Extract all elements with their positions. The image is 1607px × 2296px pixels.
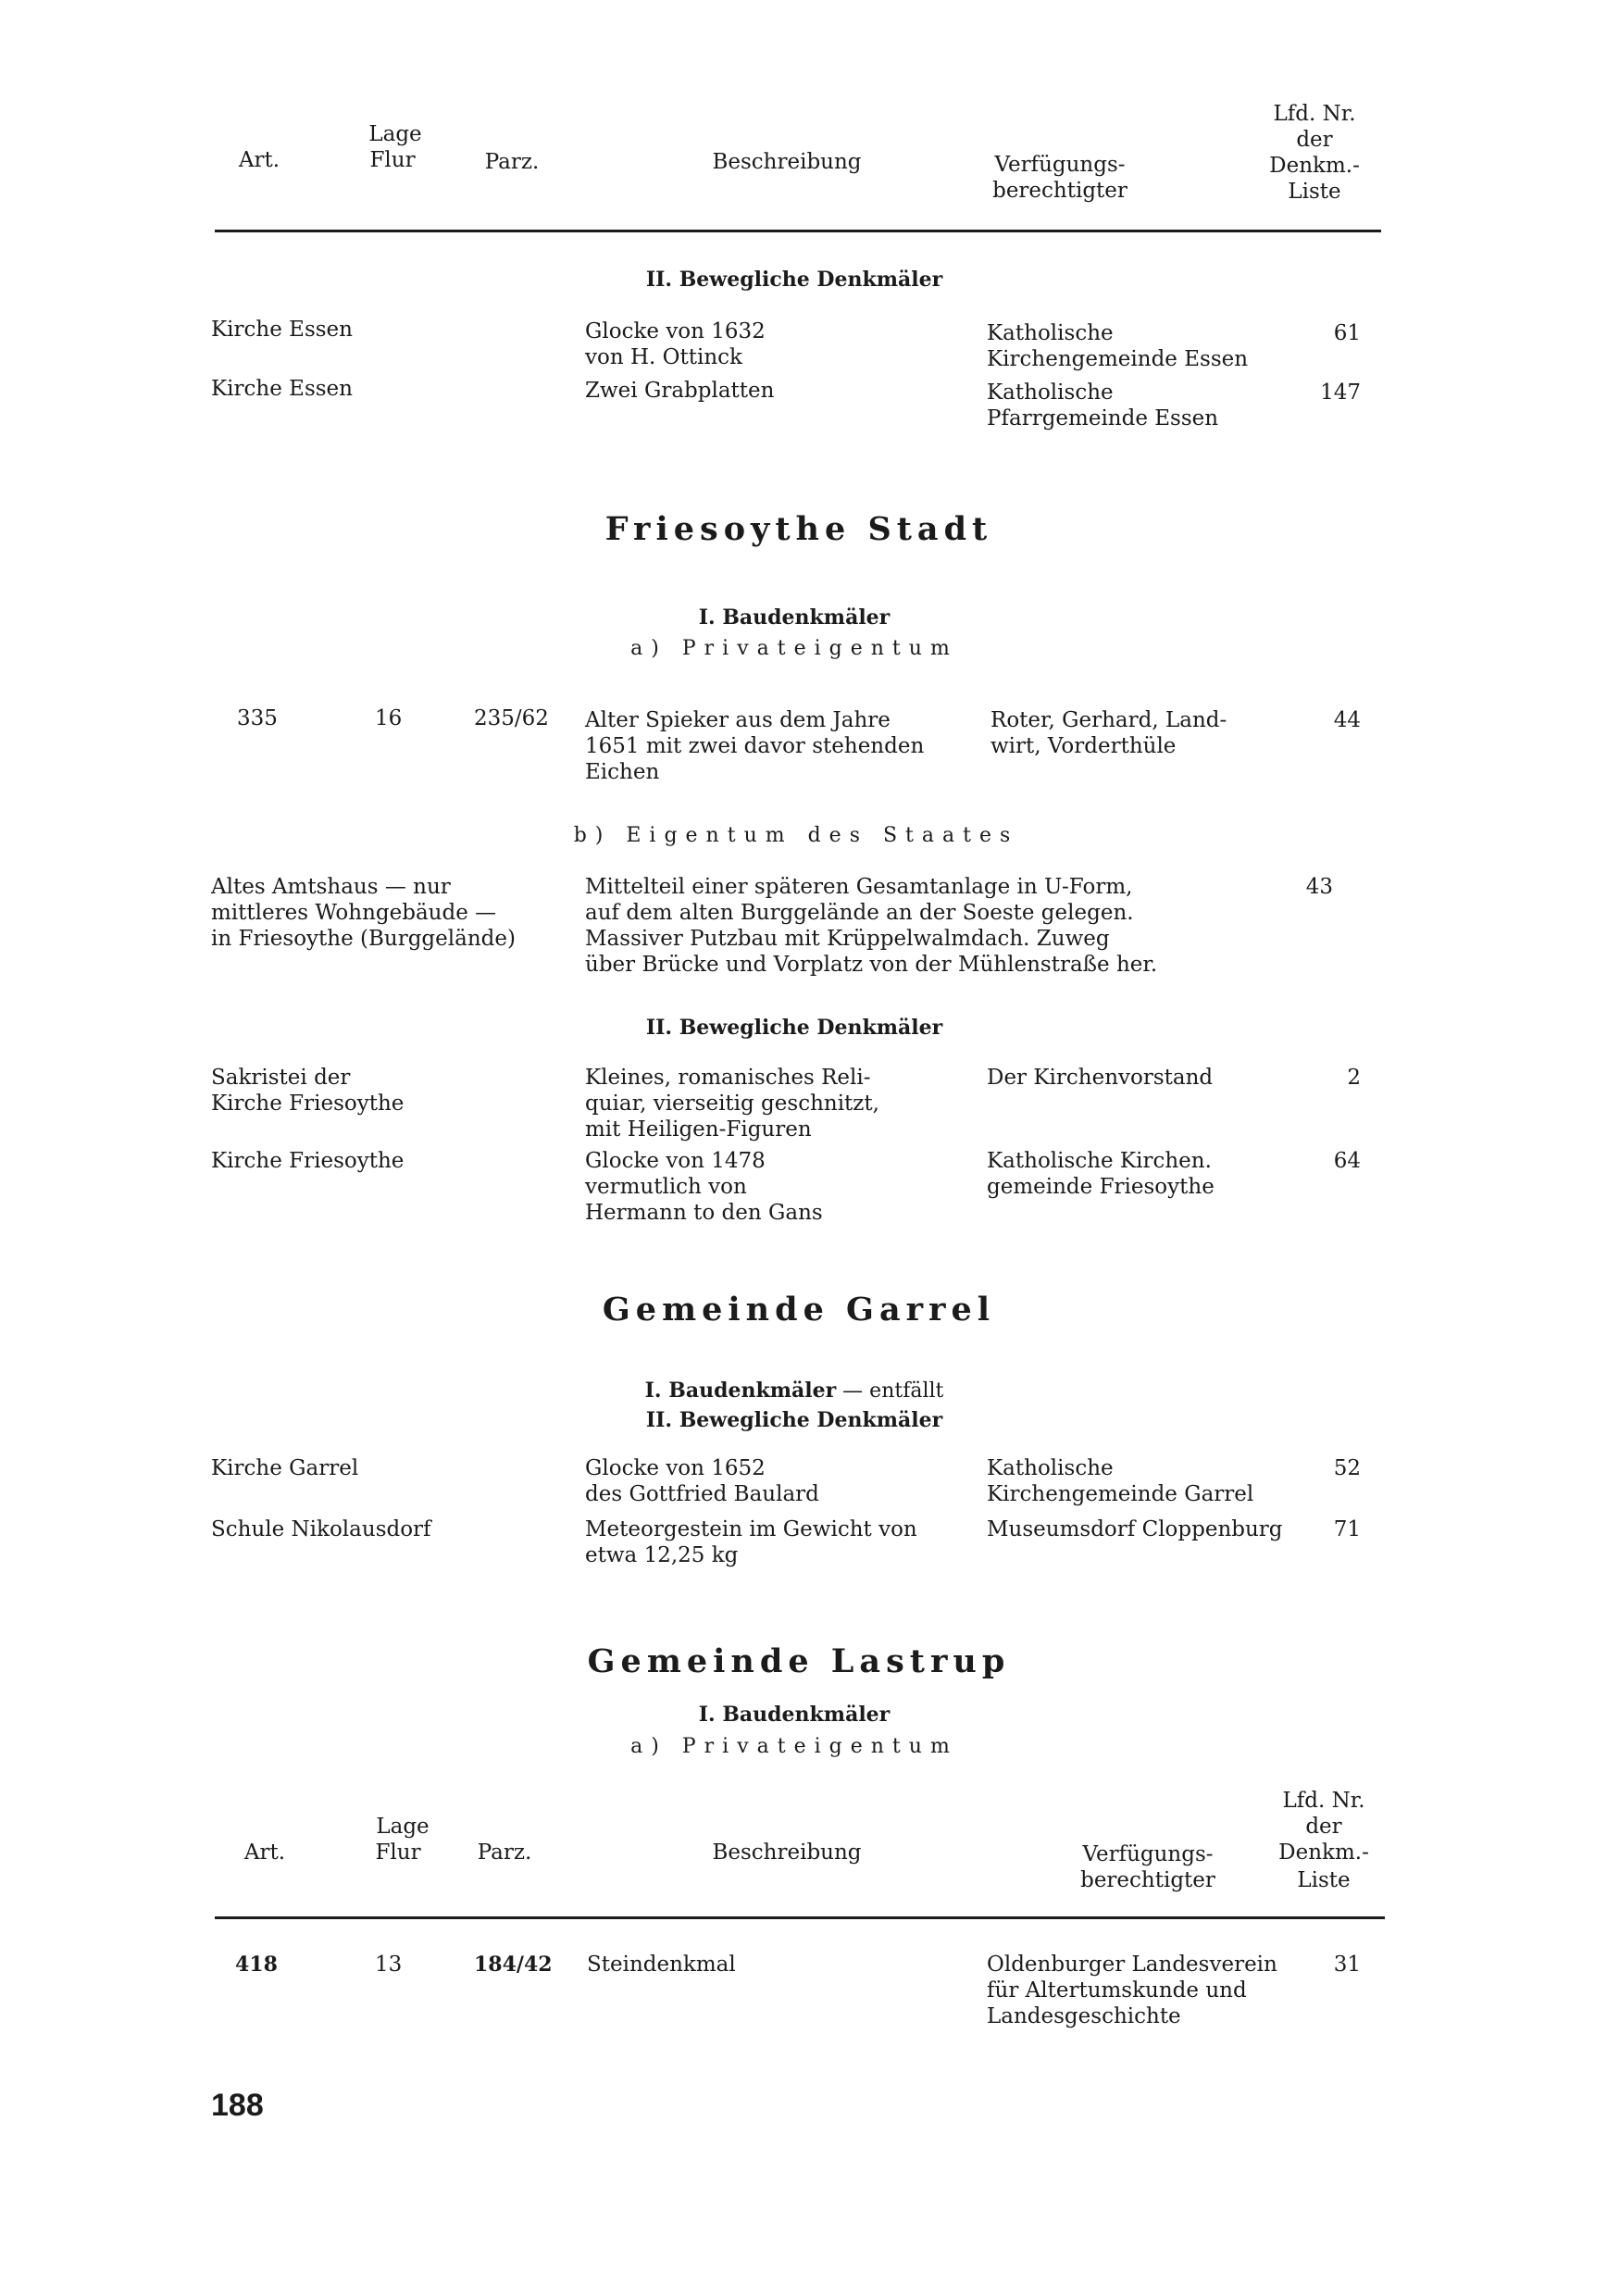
row-art-line: Kirche Friesoythe [211, 1149, 405, 1173]
row-berechtigter-line: Roter, Gerhard, Land- [990, 708, 1227, 732]
row-beschreibung-line: von H. Ottinck [585, 345, 742, 369]
row-berechtigter-line: Katholische [987, 321, 1114, 345]
row-nr: 43 [1305, 875, 1333, 899]
row-art-line: Kirche Friesoythe [211, 1092, 405, 1116]
row-nr: 147 [1320, 381, 1361, 405]
header-liste: Liste [1288, 180, 1341, 204]
row-parz: 184/42 [474, 1953, 553, 1977]
row-nr: 52 [1333, 1456, 1361, 1480]
row-beschreibung-line: Steindenkmal [587, 1953, 736, 1977]
row-beschreibung-line: über Brücke und Vorplatz von der Mühlenstraße her. [585, 953, 1158, 977]
row-beschreibung-line: mit Heiligen-Figuren [585, 1117, 812, 1142]
header-denkm: Denkm.- [1269, 154, 1360, 178]
row-art: Schule Nikolausdorf [211, 1517, 431, 1541]
row-nr: 71 [1333, 1517, 1361, 1541]
row-nr: 64 [1333, 1149, 1361, 1173]
row-berechtigter-line: Katholische [987, 1456, 1114, 1480]
row-beschreibung-line: Alter Spieker aus dem Jahre [585, 708, 891, 732]
row-nr: 61 [1333, 321, 1361, 345]
row-berechtigter-line: Katholische Kirchen. [987, 1149, 1212, 1173]
row-berechtigter-line: Pfarrgemeinde Essen [987, 406, 1219, 430]
row-nr: 2 [1347, 1066, 1361, 1090]
row-art-line: in Friesoythe (Burggelände) [211, 927, 516, 951]
subsection-heading: a) Privateigentum [630, 1735, 958, 1758]
header-parz: Parz. [484, 150, 540, 174]
row-nr: 31 [1333, 1953, 1361, 1977]
header-verfuegungs: Verfügungs- [994, 153, 1126, 177]
row-beschreibung-line: Eichen [585, 760, 660, 784]
row-berechtigter-line: Der Kirchenvorstand [987, 1066, 1214, 1090]
row-art-line: Sakristei der [211, 1066, 351, 1090]
section-heading: II. Bewegliche Denkmäler [645, 1016, 943, 1040]
row-berechtigter-line: Kirchengemeinde Garrel [987, 1482, 1254, 1506]
header-lfd-nr: Lfd. Nr. [1282, 1789, 1365, 1813]
row-berechtigter-line: Museumsdorf Cloppenburg [987, 1517, 1283, 1541]
header-art: Art. [243, 1841, 286, 1865]
row-art-line: Altes Amtshaus — nur [211, 875, 451, 899]
header-lage: Lage [368, 122, 422, 146]
header-denkm: Denkm.- [1278, 1841, 1369, 1865]
row-berechtigter-line: gemeinde Friesoythe [987, 1175, 1215, 1199]
row-berechtigter-line: für Altertumskunde und [987, 1978, 1247, 2003]
header-parz: Parz. [477, 1841, 532, 1865]
row-beschreibung-line: etwa 12,25 kg [585, 1543, 739, 1567]
row-art: Kirche Essen [211, 377, 353, 401]
header-flur: Flur [375, 1841, 421, 1865]
row-art-line: mittleres Wohngebäude — [211, 901, 497, 925]
subsection-heading: a) Privateigentum [630, 637, 958, 660]
row-beschreibung-line: Meteorgestein im Gewicht von [585, 1517, 917, 1541]
section-title: Gemeinde Lastrup [587, 1642, 1011, 1680]
row-beschreibung-line: 1651 mit zwei davor stehenden [585, 734, 925, 758]
row-berechtigter-line: Oldenburger Landesverein [987, 1953, 1277, 1977]
row-berechtigter-line: wirt, Vorderthüle [990, 734, 1177, 758]
section-heading: II. Bewegliche Denkmäler [645, 268, 943, 292]
header-verfuegungs: Verfügungs- [1082, 1842, 1214, 1866]
row-beschreibung-line: auf dem alten Burggelände an der Soeste gelegen. [585, 901, 1134, 925]
row-art: 418 [235, 1953, 278, 1977]
row-art: Kirche Garrel [211, 1456, 359, 1480]
row-beschreibung-line: Hermann to den Gans [585, 1201, 823, 1225]
row-berechtigter-line: Landesgeschichte [987, 2004, 1181, 2028]
section-title: Gemeinde Garrel [602, 1291, 996, 1329]
row-beschreibung-line: quiar, vierseitig geschnitzt, [585, 1092, 879, 1116]
header-berechtigter: berechtigter [1080, 1868, 1215, 1892]
row-beschreibung-line: Zwei Grabplatten [585, 379, 775, 403]
section-heading: I. Baudenkmäler [698, 605, 891, 630]
section-title: Friesoythe Stadt [604, 510, 993, 548]
row-beschreibung-line: Glocke von 1652 [585, 1456, 766, 1480]
row-beschreibung-line: Glocke von 1478 [585, 1149, 766, 1173]
header-beschreibung: Beschreibung [712, 150, 862, 174]
row-art: Kirche Essen [211, 318, 353, 342]
header-lfd-nr: Lfd. Nr. [1273, 102, 1356, 126]
row-flur: 16 [375, 706, 403, 730]
header-lage: Lage [376, 1815, 430, 1839]
row-berechtigter-line: Kirchengemeinde Essen [987, 347, 1249, 371]
row-beschreibung-line: Kleines, romanisches Reli- [585, 1066, 871, 1090]
header-flur: Flur [369, 148, 416, 172]
header-beschreibung: Beschreibung [712, 1841, 862, 1865]
row-beschreibung-line: des Gottfried Baulard [585, 1482, 819, 1506]
section-heading: II. Bewegliche Denkmäler [645, 1408, 943, 1432]
row-parz: 235/62 [474, 706, 549, 730]
row-beschreibung-line: Mittelteil einer späteren Gesamtanlage in U-Form, [585, 875, 1133, 899]
header-liste: Liste [1297, 1868, 1351, 1892]
header-rule [215, 230, 1381, 232]
header-art: Art. [238, 148, 280, 172]
row-art: 335 [237, 706, 278, 730]
section-heading-line [544, 1379, 1044, 1403]
subsection-heading: b) Eigentum des Staates [573, 824, 1019, 847]
row-berechtigter-line: Katholische [987, 381, 1114, 405]
row-beschreibung-line: Massiver Putzbau mit Krüppelwalmdach. Zuweg [585, 927, 1110, 951]
section-heading: I. Baudenkmäler [644, 1379, 837, 1403]
section-heading: I. Baudenkmäler [698, 1703, 891, 1727]
section-heading-suffix: — entfällt [836, 1379, 944, 1403]
header-berechtigter: berechtigter [992, 179, 1127, 203]
header-der: der [1296, 128, 1333, 152]
row-nr: 44 [1333, 708, 1361, 732]
row-beschreibung-line: Glocke von 1632 [585, 319, 766, 343]
header-rule [215, 1916, 1385, 1919]
row-beschreibung-line: vermutlich von [585, 1175, 747, 1199]
header-der: der [1305, 1815, 1342, 1839]
page-number: 188 [211, 2088, 264, 2123]
row-flur: 13 [375, 1953, 403, 1977]
